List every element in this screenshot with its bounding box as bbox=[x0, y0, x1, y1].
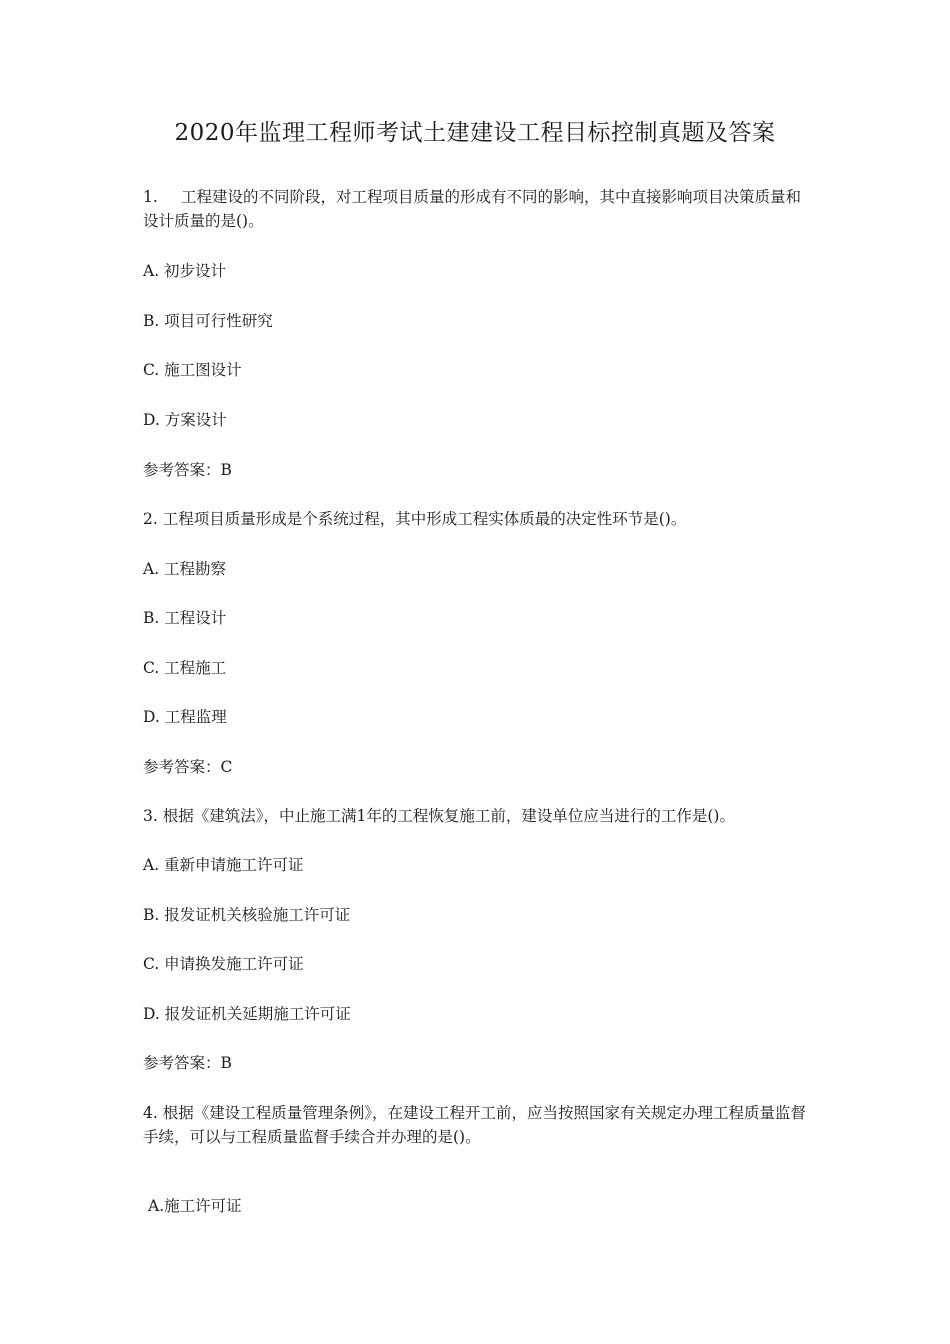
question-1-option-c: C. 施工图设计 bbox=[143, 361, 242, 379]
question-2-option-a: A. 工程勘察 bbox=[143, 560, 227, 578]
question-1-answer: 参考答案：B bbox=[143, 461, 232, 479]
question-4-text: 根据《建设工程质量管理条例》，在建设工程开工前，应当按照国家有关规定办理工程质量监督手续，可以与工程质量监督手续合并办理的是()。 bbox=[143, 1104, 806, 1146]
question-3-answer: 参考答案：B bbox=[143, 1054, 232, 1072]
question-1-option-a: A. 初步设计 bbox=[143, 262, 227, 280]
document-title: 2020年监理工程师考试土建建设工程目标控制真题及答案 bbox=[174, 120, 776, 146]
question-1-text: 工程建设的不同阶段，对工程项目质量的形成有不同的影响，其中直接影响项目决策质量和设计质量的是()。 bbox=[143, 188, 802, 230]
question-3-option-a: A. 重新申请施工许可证 bbox=[143, 856, 304, 874]
question-3 bbox=[143, 804, 735, 828]
question-2 bbox=[143, 507, 686, 531]
question-2-option-b: B. 工程设计 bbox=[143, 609, 227, 627]
question-2-number: 2. bbox=[143, 510, 158, 528]
question-2-text: 工程项目质量形成是个系统过程，其中形成工程实体质最的决定性环节是()。 bbox=[162, 510, 687, 528]
question-4-number: 4. bbox=[143, 1104, 158, 1122]
question-4-option-a: A.施工许可证 bbox=[148, 1197, 242, 1215]
question-1 bbox=[143, 185, 811, 233]
question-3-option-c: C. 申请换发施工许可证 bbox=[143, 955, 304, 973]
question-2-option-d: D. 工程监理 bbox=[143, 708, 227, 726]
question-3-text: 根据《建筑法》，中止施工满1年的工程恢复施工前，建设单位应当进行的工作是()。 bbox=[162, 807, 735, 825]
question-1-option-d: D. 方案设计 bbox=[143, 411, 227, 429]
question-1-number: 1. bbox=[143, 188, 158, 206]
question-3-number: 3. bbox=[143, 807, 158, 825]
question-2-answer: 参考答案：C bbox=[143, 758, 233, 776]
question-1-option-b: B. 项目可行性研究 bbox=[143, 312, 273, 330]
question-3-option-b: B. 报发证机关核验施工许可证 bbox=[143, 906, 351, 924]
question-4 bbox=[143, 1101, 811, 1149]
question-3-option-d: D. 报发证机关延期施工许可证 bbox=[143, 1005, 351, 1023]
question-2-option-c: C. 工程施工 bbox=[143, 659, 227, 677]
